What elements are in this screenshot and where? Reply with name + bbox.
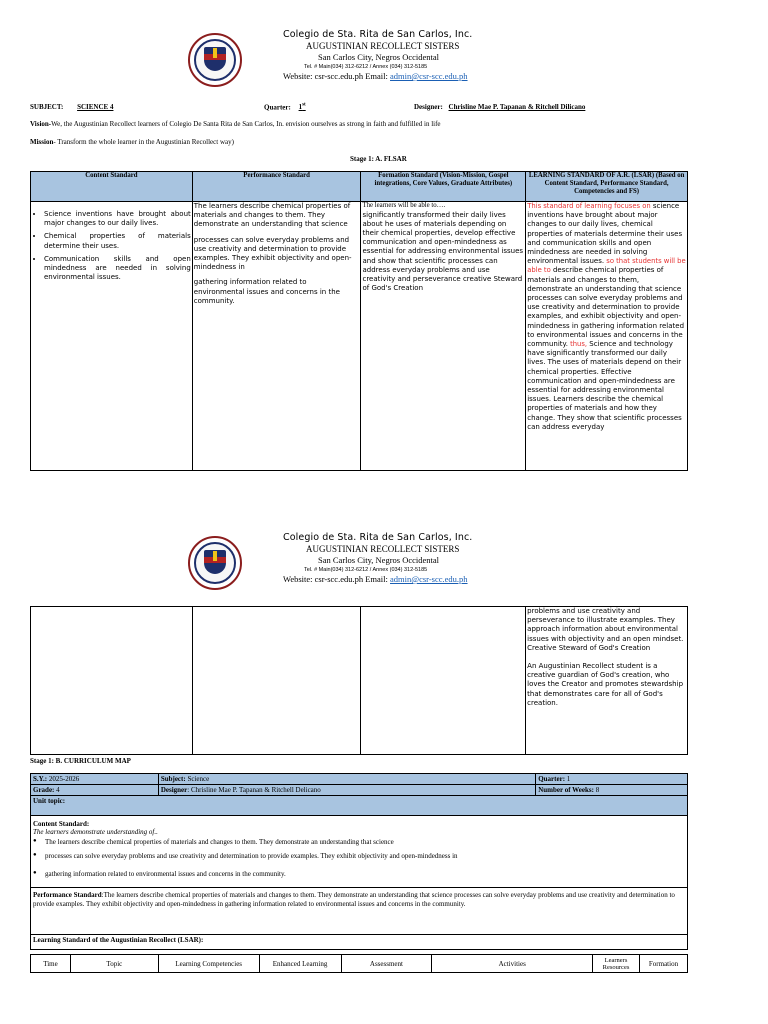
subject-line: SUBJECT: SCIENCE 4 xyxy=(30,103,114,111)
col-assessment: Assessment xyxy=(341,955,432,973)
lsar-cell-cont: problems and use creativity and perseverance to illustrate examples. They approach information about environmental issues with objectivity and an open mindset. Creative Steward of God's Creation An Augustinian Recollect student is a creative guardian of God's creation, who loves the Creator and promotes stewardship that demonstrates care for all of God's creation. xyxy=(526,607,688,755)
stage1a-title: Stage 1: A. FLSAR xyxy=(350,155,407,163)
content-item: • Chemical properties of materials determine their uses. xyxy=(44,232,191,250)
formation-standard-cell-cont xyxy=(361,607,526,755)
col-performance-standard: Performance Standard xyxy=(192,172,361,202)
sy-cell: S.Y.: 2025-2026 xyxy=(31,774,159,785)
col-learning-competencies: Learning Competencies xyxy=(158,955,259,973)
flsar-table xyxy=(30,171,688,471)
school-seal-logo xyxy=(188,536,242,590)
school-tel: Tel. # Main(034) 312-6212 / Annex (034) 312-5185 xyxy=(304,64,428,70)
school-order: AUGUSTINIAN RECOLLECT SISTERS xyxy=(306,41,460,51)
curriculum-map-table xyxy=(30,773,688,950)
school-name: Colegio de Sta. Rita de San Carlos, Inc. xyxy=(283,29,473,40)
school-order: AUGUSTINIAN RECOLLECT SISTERS xyxy=(306,544,460,554)
curriculum-columns-table xyxy=(30,954,688,973)
col-learners-resources: Learners Resources xyxy=(593,955,640,973)
col-formation: Formation xyxy=(639,955,687,973)
grade-cell: Grade: 4 xyxy=(31,785,159,796)
stage1b-title: Stage 1: B. CURRICULUM MAP xyxy=(30,757,131,765)
formation-standard-cell: The learners will be able to…. significantly transformed their daily lives about he uses of materials depending on their chemical properties, develop effective communication and open-mindedness as essential for addressing environmental issues and show that scientific processes can address everyday problems and use creativity and perseverance creative Steward of God's Creation xyxy=(361,202,526,471)
weeks-cell: Number of Weeks: 8 xyxy=(536,785,688,796)
lsar-row: Learning Standard of the Augustinian Recollect (LSAR): xyxy=(31,935,688,950)
content-standard-row: Content Standard: The learners demonstrate understanding of.. ● The learners describe chemical properties of materials and changes to them. They demonstrate an understanding that science ● processes can solve everyday problems and use creativity and determination to provide examples. They exhibit objectivity and open-mindedness in ● gathering information related to environmental issues and concerns in the community. xyxy=(31,816,688,888)
content-standard-cell-cont xyxy=(31,607,193,755)
col-topic: Topic xyxy=(70,955,158,973)
col-activities: Activities xyxy=(432,955,593,973)
col-formation-standard: Formation Standard (Vision-Mission, Gospel integrations, Core Values, Graduate Attributes) xyxy=(361,172,526,202)
performance-standard-cell-cont xyxy=(192,607,361,755)
school-website: Website: csr-scc.edu.ph Email: admin@csr-scc.edu.ph xyxy=(283,574,468,584)
content-item: • Communication skills and open mindedness are needed in solving environmental issues. xyxy=(44,255,191,283)
designer-cell: Designer: Chrisline Mae P. Tapanan & Ritchell Delicano xyxy=(158,785,535,796)
school-city: San Carlos City, Negros Occidental xyxy=(318,555,440,565)
col-content-standard: Content Standard xyxy=(31,172,193,202)
content-standard-cell xyxy=(31,202,193,471)
quarter-cell: Quarter: 1 xyxy=(536,774,688,785)
quarter-line: Quarter: 1st xyxy=(264,103,306,112)
school-seal-logo xyxy=(188,33,242,87)
school-name: Colegio de Sta. Rita de San Carlos, Inc. xyxy=(283,532,473,543)
performance-standard-row: Performance Standard:The learners describe chemical properties of materials and changes to them. They demonstrate an understanding that science processes can solve everyday problems and use creativity and determination to provide examples. They exhibit objectivity and open-mindedness in gathering information related to environmental issues and concerns in the community. xyxy=(31,888,688,935)
school-city: San Carlos City, Negros Occidental xyxy=(318,52,440,62)
content-item: • Science inventions have brought about major changes to our daily lives. xyxy=(44,210,191,228)
school-tel: Tel. # Main(034) 312-6212 / Annex (034) 312-5185 xyxy=(304,567,428,573)
performance-standard-cell: The learners describe chemical properties of materials and changes to them. They demonstrate an understanding that science processes can solve everyday problems and use creativity and determination to provide examples. They exhibit objectivity and open-mindedness in gathering information related to environmental issues and concerns in the community. xyxy=(192,202,361,471)
lsar-cell: This standard of learning focuses on science inventions have brought about major changes to our daily lives, chemical properties of materials determine their uses and communication skills and open mindedness are needed in solving environmental issues. so that students will be able to describe chemical properties of materials and changes to them, demonstrate an understanding that science processes can solve everyday problems and use creativity and determination to provide examples, and exhibit objectivity and open-mindedness in gathering information related to environmental issues and concerns in the community. thus, Science and technology have significantly transformed our daily lives. The uses of materials depend on their chemical properties. Effective communication and open-mindedness are essential for addressing environmental issues. Learners describe the chemical properties of materials and how they change. They show that scientific processes can address everyday xyxy=(526,202,688,471)
col-lsar: LEARNING STANDARD OF A.R. (LSAR) (Based on Content Standard, Performance Standard, Competencies and FS) xyxy=(526,172,688,202)
school-website: Website: csr-scc.edu.ph Email: admin@csr-scc.edu.ph xyxy=(283,71,468,81)
flsar-table-continued xyxy=(30,606,688,755)
subject-cell: Subject: Science xyxy=(158,774,535,785)
unit-topic-cell: Unit topic: xyxy=(31,796,688,816)
col-enhanced-learning: Enhanced Learning xyxy=(259,955,341,973)
col-time: Time xyxy=(31,955,71,973)
email-link[interactable]: admin@csr-scc.edu.ph xyxy=(390,574,468,584)
designer-line: Designer: Chrisline Mae P. Tapanan & Ritchell Dilicano xyxy=(414,103,586,111)
email-link[interactable]: admin@csr-scc.edu.ph xyxy=(390,71,468,81)
vision-statement: Vision-We, the Augustinian Recollect learners of Colegio De Santa Rita de San Carlos, In. envision ourselves as strong in faith and fulfilled in life xyxy=(30,120,441,128)
mission-statement: Mission- Transform the whole learner in the Augustinian Recollect way) xyxy=(30,138,234,146)
